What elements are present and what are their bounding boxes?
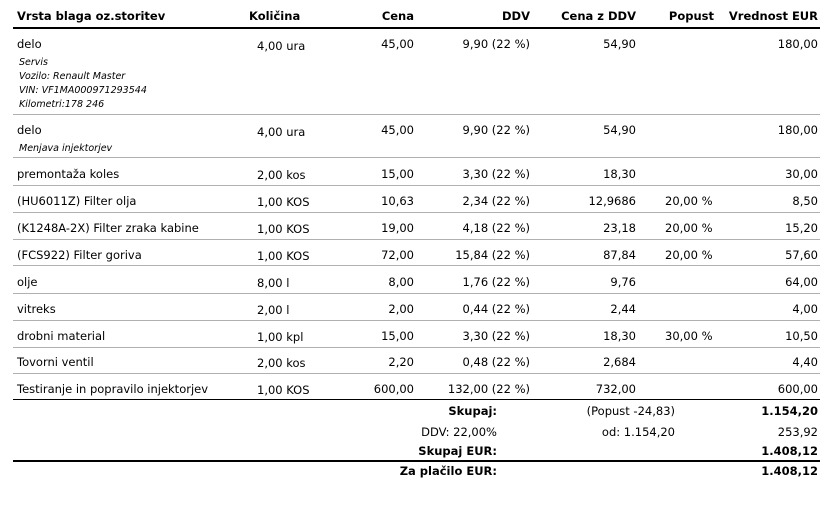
row-price-with-vat: 12,9686	[588, 194, 636, 208]
row-divider	[13, 114, 820, 115]
vat-label: DDV: 22,00%	[421, 425, 497, 439]
row-divider	[13, 373, 820, 374]
row-quantity: 2,00 kos	[257, 356, 306, 370]
row-price-with-vat: 732,00	[595, 382, 636, 396]
row-vat: 3,30 (22 %)	[462, 167, 530, 181]
totals-divider	[13, 399, 820, 400]
row-price: 600,00	[373, 382, 414, 396]
row-value: 15,20	[785, 221, 818, 235]
row-item-name: drobni material	[17, 329, 106, 343]
row-divider	[13, 212, 820, 213]
row-price: 45,00	[381, 37, 414, 51]
subtotal-label: Skupaj:	[448, 404, 497, 418]
row-vat: 3,30 (22 %)	[462, 329, 530, 343]
row-quantity: 1,00 kpl	[257, 330, 304, 344]
row-vat: 2,34 (22 %)	[462, 194, 530, 208]
header-quantity: Količina	[249, 9, 301, 23]
row-quantity: 1,00 KOS	[257, 222, 310, 236]
row-note: Kilometri:178 246	[19, 99, 105, 110]
row-price-with-vat: 54,90	[603, 37, 636, 51]
total-label: Skupaj EUR:	[418, 444, 497, 458]
row-value: 30,00	[785, 167, 818, 181]
row-item-name: (HU6011Z) Filter olja	[17, 194, 137, 208]
row-price: 2,00	[388, 302, 414, 316]
row-note: VIN: VF1MA000971293544	[19, 85, 147, 96]
row-discount: 20,00 %	[665, 221, 713, 235]
pay-label: Za plačilo EUR:	[399, 464, 497, 478]
row-price-with-vat: 2,44	[610, 302, 636, 316]
row-price: 19,00	[381, 221, 414, 235]
row-quantity: 2,00 kos	[257, 168, 306, 182]
row-discount: 20,00 %	[665, 194, 713, 208]
row-vat: 4,18 (22 %)	[462, 221, 530, 235]
row-quantity: 1,00 KOS	[257, 383, 310, 397]
row-item-name: delo	[17, 37, 42, 51]
row-price: 8,00	[388, 275, 414, 289]
row-price: 72,00	[381, 248, 414, 262]
row-price: 15,00	[381, 329, 414, 343]
row-note: Servis	[19, 57, 48, 68]
row-divider	[13, 185, 820, 186]
row-item-name: olje	[17, 275, 38, 289]
row-divider	[13, 239, 820, 240]
row-vat: 9,90 (22 %)	[462, 123, 530, 137]
row-quantity: 1,00 KOS	[257, 195, 310, 209]
row-discount: 30,00 %	[665, 329, 713, 343]
row-vat: 9,90 (22 %)	[462, 37, 530, 51]
row-price-with-vat: 18,30	[603, 167, 636, 181]
row-item-name: vitreks	[17, 302, 56, 316]
row-discount: 20,00 %	[665, 248, 713, 262]
header-discount: Popust	[668, 9, 714, 23]
row-price-with-vat: 54,90	[603, 123, 636, 137]
row-vat: 0,44 (22 %)	[462, 302, 530, 316]
vat-base: od: 1.154,20	[601, 425, 675, 439]
row-value: 180,00	[777, 123, 818, 137]
row-price-with-vat: 2,684	[603, 355, 636, 369]
row-value: 64,00	[785, 275, 818, 289]
row-divider	[13, 293, 820, 294]
row-note: Menjava injektorjev	[19, 143, 113, 154]
row-value: 10,50	[785, 329, 818, 343]
header-vat: DDV	[502, 9, 530, 23]
row-item-name: Testiranje in popravilo injektorjev	[17, 382, 209, 396]
row-value: 8,50	[792, 194, 818, 208]
row-note: Vozilo: Renault Master	[19, 71, 126, 82]
row-value: 180,00	[777, 37, 818, 51]
row-value: 4,40	[792, 355, 818, 369]
row-vat: 1,76 (22 %)	[462, 275, 530, 289]
row-item-name: (FCS922) Filter goriva	[17, 248, 142, 262]
row-value: 4,00	[792, 302, 818, 316]
header-value: Vrednost EUR	[728, 9, 818, 23]
row-item-name: delo	[17, 123, 42, 137]
row-price-with-vat: 23,18	[603, 221, 636, 235]
total-divider	[13, 460, 820, 462]
header-item: Vrsta blaga oz.storitev	[17, 9, 166, 23]
row-value: 57,60	[785, 248, 818, 262]
pay-value: 1.408,12	[761, 464, 818, 478]
subtotal-discount: (Popust -24,83)	[586, 404, 675, 418]
row-price: 45,00	[381, 123, 414, 137]
row-price-with-vat: 9,76	[610, 275, 636, 289]
row-item-name: premontaža koles	[17, 167, 120, 181]
row-value: 600,00	[777, 382, 818, 396]
row-price: 15,00	[381, 167, 414, 181]
row-quantity: 1,00 KOS	[257, 249, 310, 263]
row-divider	[13, 265, 820, 266]
row-divider	[13, 157, 820, 158]
row-item-name: Tovorni ventil	[17, 355, 94, 369]
header-divider	[13, 27, 820, 29]
row-quantity: 4,00 ura	[257, 39, 306, 53]
row-divider	[13, 320, 820, 321]
row-vat: 132,00 (22 %)	[447, 382, 530, 396]
row-price-with-vat: 87,84	[603, 248, 636, 262]
total-value: 1.408,12	[761, 444, 818, 458]
header-price: Cena	[381, 9, 414, 23]
row-price: 10,63	[381, 194, 414, 208]
subtotal-value: 1.154,20	[761, 404, 818, 418]
row-quantity: 2,00 l	[257, 303, 290, 317]
row-quantity: 4,00 ura	[257, 125, 306, 139]
row-vat: 15,84 (22 %)	[455, 248, 530, 262]
vat-value: 253,92	[777, 425, 818, 439]
row-price-with-vat: 18,30	[603, 329, 636, 343]
row-price: 2,20	[388, 355, 414, 369]
row-item-name: (K1248A-2X) Filter zraka kabine	[17, 221, 199, 235]
row-quantity: 8,00 l	[257, 276, 290, 290]
header-price-with-vat: Cena z DDV	[561, 9, 636, 23]
row-vat: 0,48 (22 %)	[462, 355, 530, 369]
row-divider	[13, 347, 820, 348]
